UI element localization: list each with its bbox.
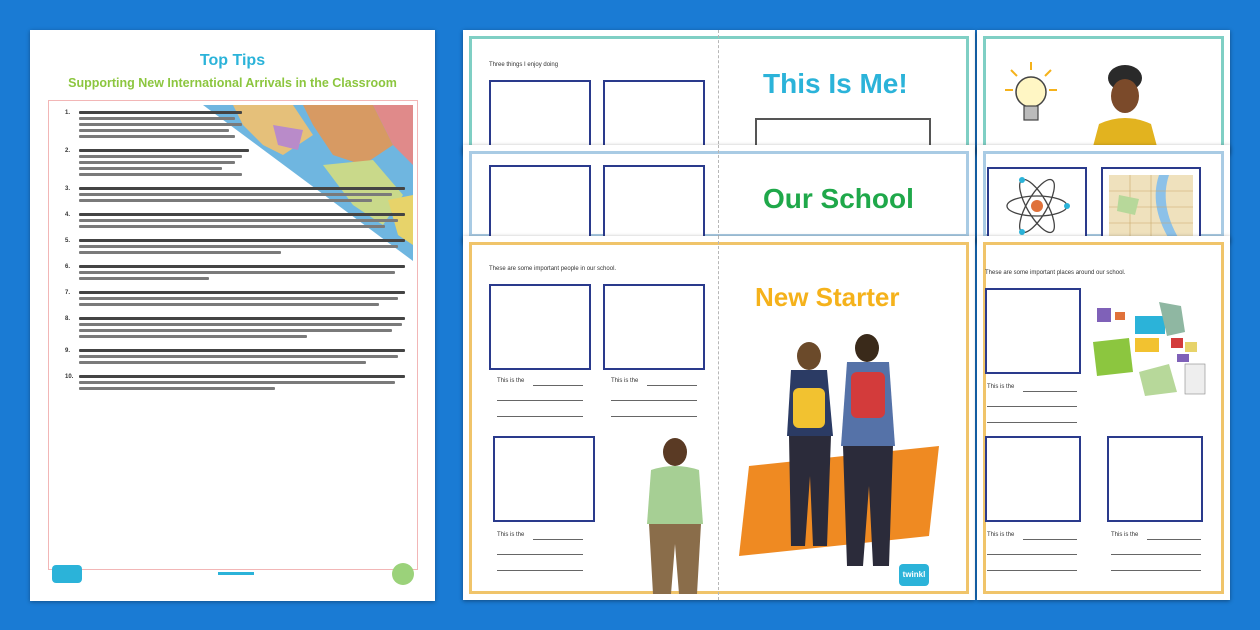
tip-text [79, 315, 405, 341]
tip-number: 8. [65, 316, 71, 322]
person-illustration [1085, 64, 1165, 154]
tip-item [65, 315, 405, 341]
tips-content-box [48, 100, 418, 570]
tip-item [65, 263, 405, 283]
tips-list [65, 109, 405, 399]
caption: This is the [497, 378, 525, 384]
tips-subtitle: Supporting New International Arrivals in the Classroom [68, 76, 397, 90]
this-is-me-page [463, 30, 975, 154]
photo-box [603, 80, 705, 154]
tip-number: 1. [65, 110, 71, 116]
twinkl-logo-icon [52, 565, 82, 583]
teacher-illustration [635, 434, 715, 594]
map-icon [1109, 175, 1193, 239]
caption: This is the [611, 378, 639, 384]
photo-box [489, 165, 591, 243]
photo-box [603, 165, 705, 243]
tip-text [79, 185, 405, 205]
people-prompt: These are some important people in our school. [489, 266, 617, 272]
photo-box [1107, 436, 1203, 522]
tip-item [65, 109, 405, 141]
photo-box [1101, 167, 1201, 243]
places-prompt: These are some important places around our school. [985, 270, 1126, 276]
caption: This is the [987, 532, 1015, 538]
photo-box [985, 288, 1081, 374]
tip-text [79, 289, 405, 309]
school-title: Our School [763, 183, 914, 214]
caption: This is the [497, 532, 525, 538]
tips-footer [48, 561, 418, 587]
right-page-top [977, 30, 1230, 154]
starter-title: New Starter [755, 282, 900, 312]
atom-icon [1001, 175, 1073, 237]
caption: This is the [1111, 532, 1139, 538]
tip-number: 9. [65, 348, 71, 354]
top-tips-sheet [30, 30, 435, 601]
photo-box [987, 167, 1087, 243]
tip-number: 10. [65, 374, 74, 380]
tip-text [79, 147, 405, 179]
tip-item [65, 211, 405, 231]
tip-text [79, 211, 405, 231]
tip-number: 3. [65, 186, 71, 192]
tip-item [65, 289, 405, 309]
photo-box [603, 284, 705, 370]
tip-item [65, 347, 405, 367]
new-starter-page [463, 236, 975, 600]
places-page [977, 236, 1230, 600]
tips-title: Top Tips [199, 52, 266, 69]
school-map-image [1089, 302, 1207, 398]
lightbulb-icon [1005, 62, 1057, 132]
tip-text [79, 263, 405, 283]
tip-item [65, 147, 405, 179]
me-prompt: Three things I enjoy doing [489, 62, 559, 68]
right-page-middle [977, 145, 1230, 243]
caption: This is the [987, 384, 1015, 390]
tip-number: 2. [65, 148, 71, 154]
badge-icon [392, 563, 414, 585]
footer-link [218, 572, 254, 575]
tip-number: 6. [65, 264, 71, 270]
twinkl-logo-icon: twinkl [899, 564, 929, 586]
students-illustration [739, 326, 939, 594]
tip-item [65, 373, 405, 393]
tip-text [79, 237, 405, 257]
tip-text [79, 373, 405, 393]
tip-item [65, 237, 405, 257]
tip-text [79, 347, 405, 367]
tip-item [65, 185, 405, 205]
tip-number: 4. [65, 212, 71, 218]
tip-text [79, 109, 405, 141]
our-school-page [463, 145, 975, 243]
tip-number: 5. [65, 238, 71, 244]
photo-box [489, 284, 591, 370]
me-title: This Is Me! [763, 68, 908, 99]
tip-number: 7. [65, 290, 71, 296]
photo-box [489, 80, 591, 154]
photo-box [493, 436, 595, 522]
photo-box [985, 436, 1081, 522]
